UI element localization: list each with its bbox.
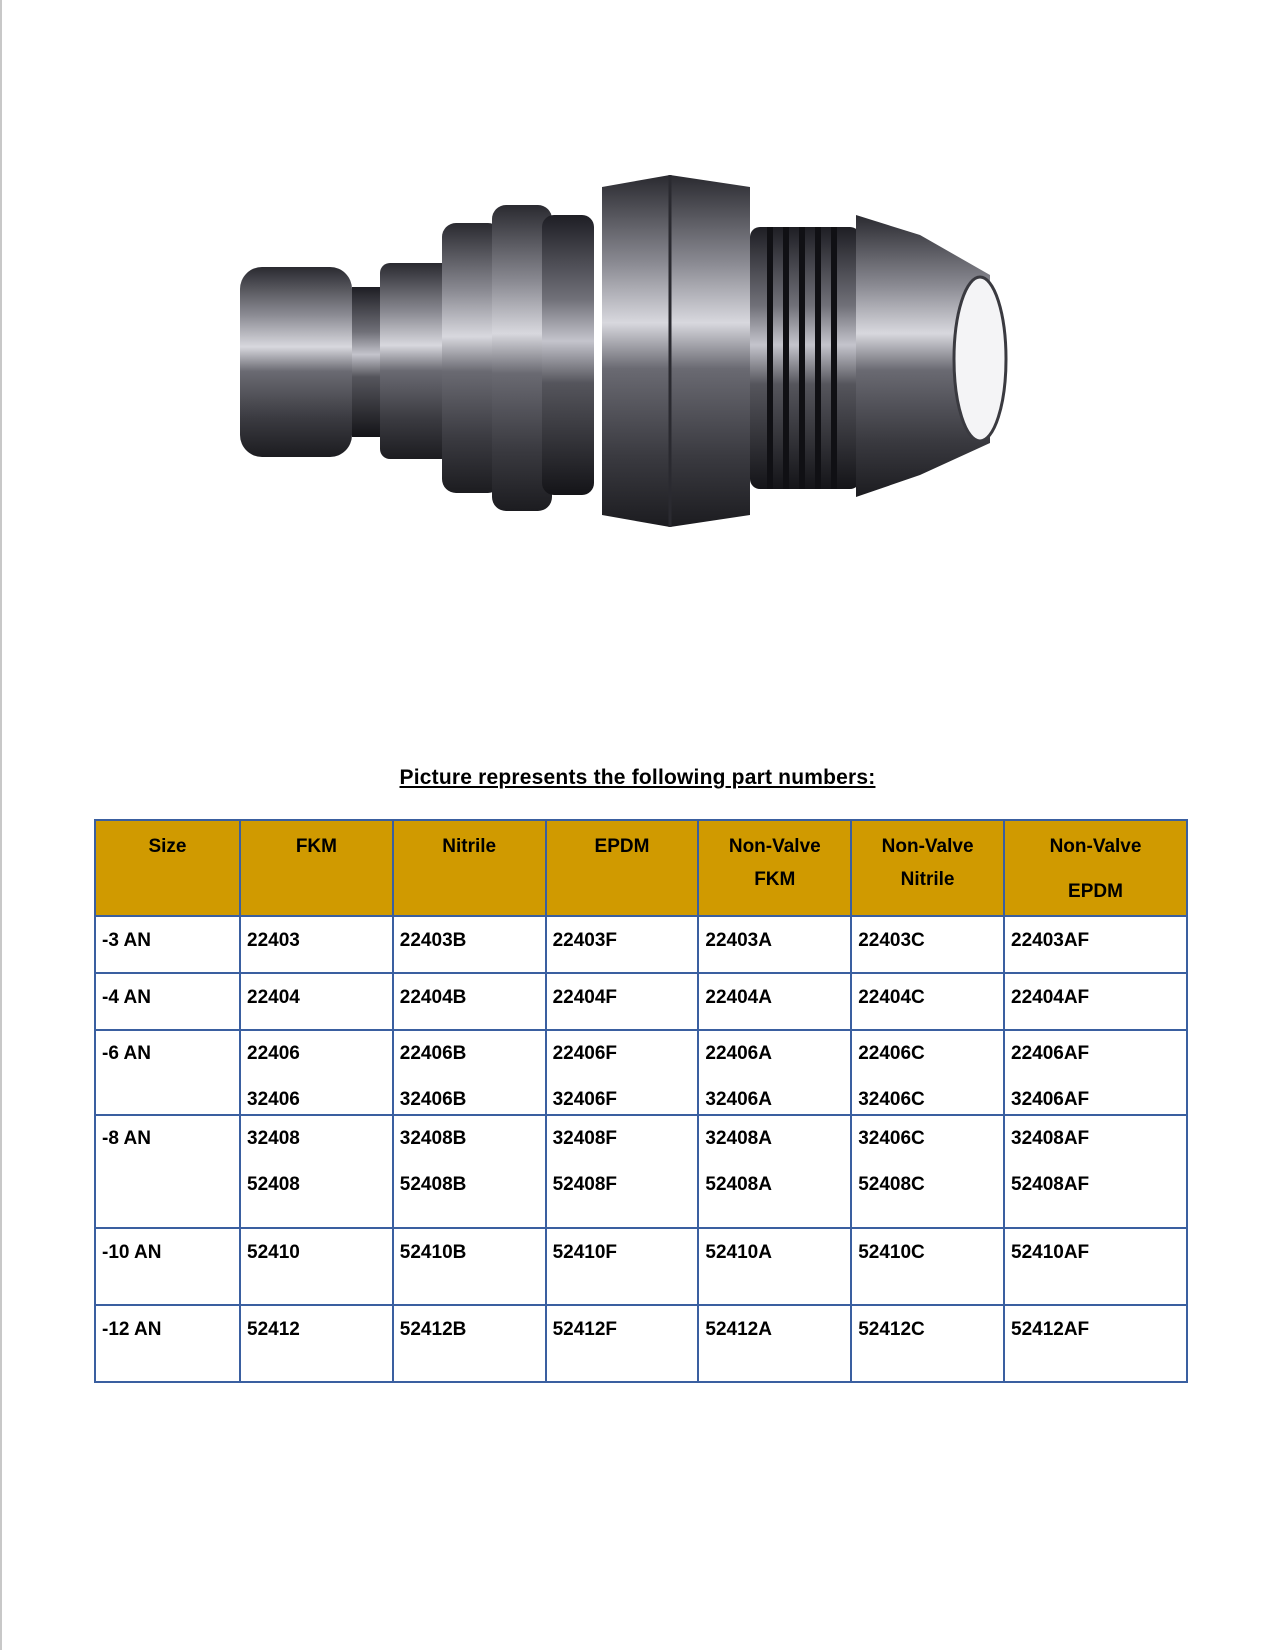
- cell-size: -8 AN: [95, 1115, 240, 1228]
- cell-fkm: 22403: [240, 916, 393, 973]
- cell-size: -4 AN: [95, 973, 240, 1030]
- header-non-valve-epdm: Non-Valve EPDM: [1004, 820, 1187, 916]
- table-row: [95, 1115, 1187, 1228]
- cell-non-valve-epdm: 32408AF 52408AF: [1004, 1115, 1187, 1228]
- cell-non-valve-nitrile: 52410C: [851, 1228, 1004, 1305]
- table-row: [95, 973, 1187, 1030]
- header-epdm: EPDM: [546, 820, 699, 916]
- cell-nitrile: 22403B: [393, 916, 546, 973]
- cell-non-valve-nitrile: 22403C: [851, 916, 1004, 973]
- cell-nitrile: 52410B: [393, 1228, 546, 1305]
- cell-fkm: 22406 32406: [240, 1030, 393, 1115]
- cell-size: -6 AN: [95, 1030, 240, 1115]
- cell-non-valve-epdm: 22403AF: [1004, 916, 1187, 973]
- cell-size: -3 AN: [95, 916, 240, 973]
- part-numbers-table: [94, 819, 1188, 1383]
- header-nitrile: Nitrile: [393, 820, 546, 916]
- cell-nitrile: 32408B 52408B: [393, 1115, 546, 1228]
- table-row: [95, 1030, 1187, 1115]
- header-size: Size: [95, 820, 240, 916]
- table-row: [95, 1305, 1187, 1382]
- cell-fkm: 52412: [240, 1305, 393, 1382]
- page-left-edge: [0, 0, 2, 1650]
- cell-non-valve-nitrile: 32406C 52408C: [851, 1115, 1004, 1228]
- cell-size: -10 AN: [95, 1228, 240, 1305]
- cell-non-valve-fkm: 22406A 32406A: [698, 1030, 851, 1115]
- cell-non-valve-nitrile: 22404C: [851, 973, 1004, 1030]
- table-row: [95, 916, 1187, 973]
- cell-epdm: 22403F: [546, 916, 699, 973]
- header-non-valve-fkm: Non-Valve FKM: [698, 820, 851, 916]
- header-fkm: FKM: [240, 820, 393, 916]
- table-caption: Picture represents the following part numbers:: [399, 766, 876, 789]
- an-fitting-nipple-photo-icon: [230, 175, 1030, 545]
- cell-fkm: 32408 52408: [240, 1115, 393, 1228]
- cell-nitrile: 22404B: [393, 973, 546, 1030]
- header-non-valve-nitrile: Non-Valve Nitrile: [851, 820, 1004, 916]
- cell-fkm: 52410: [240, 1228, 393, 1305]
- cell-non-valve-nitrile: 52412C: [851, 1305, 1004, 1382]
- cell-non-valve-epdm: 22406AF 32406AF: [1004, 1030, 1187, 1115]
- cell-nitrile: 52412B: [393, 1305, 546, 1382]
- cell-fkm: 22404: [240, 973, 393, 1030]
- cell-size: -12 AN: [95, 1305, 240, 1382]
- cell-non-valve-fkm: 52412A: [698, 1305, 851, 1382]
- cell-non-valve-nitrile: 22406C 32406C: [851, 1030, 1004, 1115]
- cell-epdm: 52410F: [546, 1228, 699, 1305]
- table-row: [95, 1228, 1187, 1305]
- cell-non-valve-fkm: 52410A: [698, 1228, 851, 1305]
- table-header-row: [95, 820, 1187, 916]
- cell-non-valve-fkm: 22404A: [698, 973, 851, 1030]
- cell-non-valve-epdm: 22404AF: [1004, 973, 1187, 1030]
- cell-non-valve-fkm: 32408A 52408A: [698, 1115, 851, 1228]
- cell-epdm: 22404F: [546, 973, 699, 1030]
- cell-non-valve-epdm: 52412AF: [1004, 1305, 1187, 1382]
- cell-non-valve-epdm: 52410AF: [1004, 1228, 1187, 1305]
- cell-non-valve-fkm: 22403A: [698, 916, 851, 973]
- cell-epdm: 22406F 32406F: [546, 1030, 699, 1115]
- cell-nitrile: 22406B 32406B: [393, 1030, 546, 1115]
- cell-epdm: 52412F: [546, 1305, 699, 1382]
- cell-epdm: 32408F 52408F: [546, 1115, 699, 1228]
